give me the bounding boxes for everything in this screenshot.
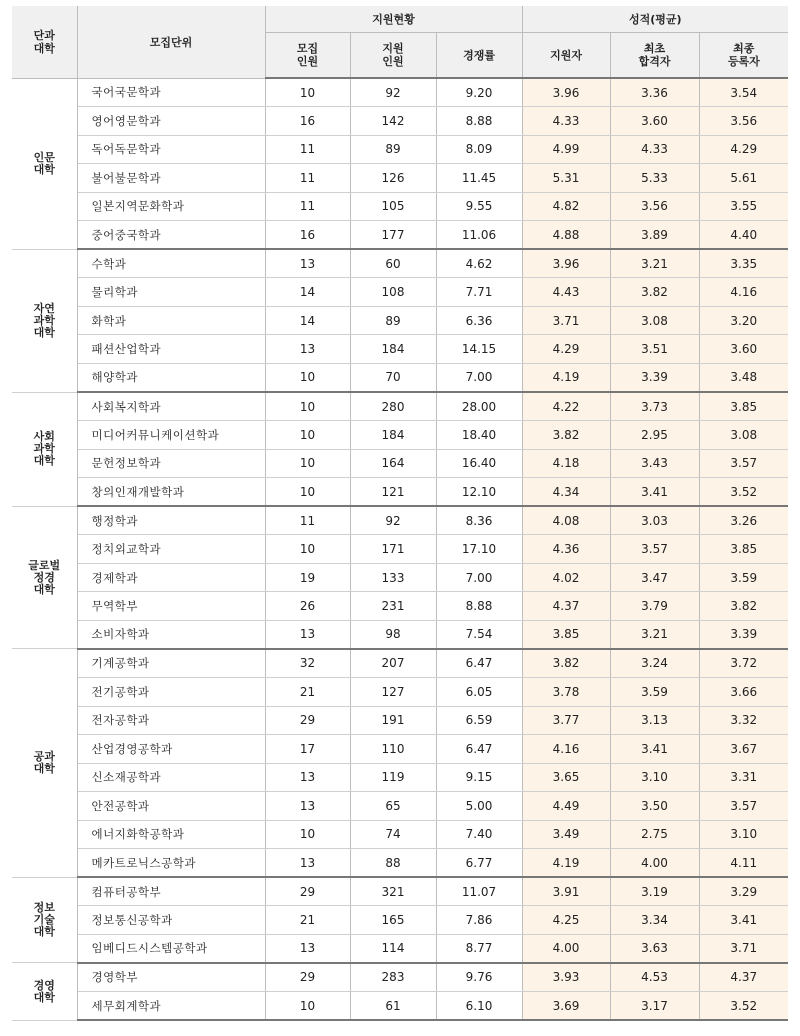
table-row [12,934,788,963]
applied-cell: 92 [350,506,436,535]
college-name: 경영 대학 [12,963,77,1020]
final-enrolled-cell: 3.60 [699,335,788,364]
ratio-cell: 6.05 [436,677,522,706]
table-row [12,563,788,592]
department-name: 물리학과 [77,278,265,307]
quota-cell: 32 [265,649,350,678]
applicant-avg-cell: 3.93 [522,963,610,992]
department-name: 경제학과 [77,563,265,592]
table-row [12,620,788,649]
table-row [12,363,788,392]
first-pass-cell: 3.24 [610,649,699,678]
table-header [12,6,788,78]
ratio-cell: 6.47 [436,735,522,764]
applicant-avg-cell: 5.31 [522,164,610,193]
ratio-cell: 8.88 [436,107,522,136]
quota-cell: 14 [265,306,350,335]
quota-cell: 11 [265,192,350,221]
table-row [12,306,788,335]
final-enrolled-cell: 3.85 [699,535,788,564]
quota-cell: 10 [265,392,350,421]
applied-cell: 110 [350,735,436,764]
table-row [12,278,788,307]
first-pass-cell: 3.59 [610,677,699,706]
applicant-avg-cell: 3.77 [522,706,610,735]
department-name: 창의인재개발학과 [77,478,265,507]
first-pass-cell: 3.63 [610,934,699,963]
first-pass-cell: 2.75 [610,820,699,849]
table-row [12,906,788,935]
quota-cell: 26 [265,592,350,621]
table-row [12,392,788,421]
applied-cell: 184 [350,335,436,364]
table-body [12,78,788,1020]
final-enrolled-cell: 5.61 [699,164,788,193]
department-name: 수학과 [77,249,265,278]
ratio-cell: 6.77 [436,849,522,878]
final-enrolled-cell: 3.57 [699,792,788,821]
table-row [12,249,788,278]
applicant-avg-cell: 3.82 [522,421,610,450]
table-row [12,992,788,1021]
final-enrolled-cell: 3.31 [699,763,788,792]
first-pass-cell: 4.53 [610,963,699,992]
final-enrolled-cell: 3.32 [699,706,788,735]
quota-cell: 13 [265,792,350,821]
department-name: 일본지역문화학과 [77,192,265,221]
applied-cell: 231 [350,592,436,621]
ratio-cell: 8.77 [436,934,522,963]
quota-cell: 10 [265,421,350,450]
college-name: 인문 대학 [12,78,77,249]
applicant-avg-cell: 3.71 [522,306,610,335]
header-quota: 모집 인원 [265,33,350,79]
final-enrolled-cell: 3.41 [699,906,788,935]
department-name: 문헌정보학과 [77,449,265,478]
quota-cell: 11 [265,135,350,164]
final-enrolled-cell: 3.59 [699,563,788,592]
department-name: 무역학부 [77,592,265,621]
applicant-avg-cell: 3.69 [522,992,610,1021]
final-enrolled-cell: 3.26 [699,506,788,535]
ratio-cell: 6.36 [436,306,522,335]
applied-cell: 98 [350,620,436,649]
final-enrolled-cell: 3.39 [699,620,788,649]
table-row [12,478,788,507]
quota-cell: 10 [265,820,350,849]
table-row [12,135,788,164]
applied-cell: 74 [350,820,436,849]
college-name: 글로벌 정경 대학 [12,506,77,649]
first-pass-cell: 3.57 [610,535,699,564]
final-enrolled-cell: 3.82 [699,592,788,621]
table-row [12,677,788,706]
applied-cell: 207 [350,649,436,678]
department-name: 컴퓨터공학부 [77,877,265,906]
ratio-cell: 18.40 [436,421,522,450]
ratio-cell: 11.07 [436,877,522,906]
final-enrolled-cell: 4.37 [699,963,788,992]
department-name: 세무회계학과 [77,992,265,1021]
applicant-avg-cell: 4.16 [522,735,610,764]
applicant-avg-cell: 4.99 [522,135,610,164]
quota-cell: 29 [265,877,350,906]
department-name: 신소재공학과 [77,763,265,792]
ratio-cell: 8.09 [436,135,522,164]
ratio-cell: 7.54 [436,620,522,649]
table-row [12,792,788,821]
table-row [12,221,788,250]
table-row [12,421,788,450]
header-applied: 지원 인원 [350,33,436,79]
ratio-cell: 7.71 [436,278,522,307]
department-name: 에너지화학공학과 [77,820,265,849]
applied-cell: 105 [350,192,436,221]
applicant-avg-cell: 3.96 [522,249,610,278]
applicant-avg-cell: 4.49 [522,792,610,821]
applied-cell: 164 [350,449,436,478]
quota-cell: 29 [265,963,350,992]
table-row [12,506,788,535]
final-enrolled-cell: 3.72 [699,649,788,678]
final-enrolled-cell: 4.16 [699,278,788,307]
ratio-cell: 7.00 [436,363,522,392]
quota-cell: 16 [265,107,350,136]
applicant-avg-cell: 4.43 [522,278,610,307]
admission-results-table [12,6,788,1021]
department-name: 국어국문학과 [77,78,265,107]
department-name: 전자공학과 [77,706,265,735]
applicant-avg-cell: 4.36 [522,535,610,564]
header-grades-group: 성적(평균) [522,6,788,33]
quota-cell: 14 [265,278,350,307]
quota-cell: 11 [265,506,350,535]
applied-cell: 184 [350,421,436,450]
ratio-cell: 6.59 [436,706,522,735]
first-pass-cell: 4.33 [610,135,699,164]
ratio-cell: 12.10 [436,478,522,507]
final-enrolled-cell: 4.11 [699,849,788,878]
first-pass-cell: 3.56 [610,192,699,221]
final-enrolled-cell: 3.66 [699,677,788,706]
department-name: 경영학부 [77,963,265,992]
ratio-cell: 14.15 [436,335,522,364]
quota-cell: 19 [265,563,350,592]
quota-cell: 13 [265,620,350,649]
first-pass-cell: 3.43 [610,449,699,478]
first-pass-cell: 3.17 [610,992,699,1021]
first-pass-cell: 3.10 [610,763,699,792]
college-name: 공과 대학 [12,649,77,877]
applied-cell: 61 [350,992,436,1021]
final-enrolled-cell: 3.67 [699,735,788,764]
table-row [12,877,788,906]
applicant-avg-cell: 3.82 [522,649,610,678]
applied-cell: 283 [350,963,436,992]
table-row [12,649,788,678]
applied-cell: 171 [350,535,436,564]
applicant-avg-cell: 4.02 [522,563,610,592]
final-enrolled-cell: 3.08 [699,421,788,450]
ratio-cell: 9.76 [436,963,522,992]
applied-cell: 165 [350,906,436,935]
ratio-cell: 17.10 [436,535,522,564]
applicant-avg-cell: 4.37 [522,592,610,621]
final-enrolled-cell: 3.20 [699,306,788,335]
header-ratio: 경쟁률 [436,33,522,79]
table-row [12,164,788,193]
applied-cell: 321 [350,877,436,906]
applicant-avg-cell: 3.91 [522,877,610,906]
ratio-cell: 9.15 [436,763,522,792]
final-enrolled-cell: 3.57 [699,449,788,478]
applied-cell: 191 [350,706,436,735]
department-name: 정치외교학과 [77,535,265,564]
final-enrolled-cell: 3.71 [699,934,788,963]
header-applicant-avg: 지원자 [522,33,610,79]
first-pass-cell: 3.73 [610,392,699,421]
quota-cell: 16 [265,221,350,250]
table-row [12,963,788,992]
final-enrolled-cell: 3.35 [699,249,788,278]
applicant-avg-cell: 4.08 [522,506,610,535]
applicant-avg-cell: 4.82 [522,192,610,221]
quota-cell: 10 [265,992,350,1021]
ratio-cell: 28.00 [436,392,522,421]
first-pass-cell: 3.21 [610,249,699,278]
table-row [12,192,788,221]
ratio-cell: 4.62 [436,249,522,278]
quota-cell: 10 [265,535,350,564]
department-name: 미디어커뮤니케이션학과 [77,421,265,450]
applied-cell: 60 [350,249,436,278]
table-row [12,820,788,849]
applicant-avg-cell: 4.18 [522,449,610,478]
header-final-enrolled: 최종 등록자 [699,33,788,79]
applied-cell: 70 [350,363,436,392]
table-row [12,107,788,136]
table-row [12,335,788,364]
final-enrolled-cell: 4.40 [699,221,788,250]
final-enrolled-cell: 4.29 [699,135,788,164]
applied-cell: 114 [350,934,436,963]
ratio-cell: 7.40 [436,820,522,849]
applied-cell: 65 [350,792,436,821]
applied-cell: 119 [350,763,436,792]
quota-cell: 29 [265,706,350,735]
first-pass-cell: 3.50 [610,792,699,821]
department-name: 독어독문학과 [77,135,265,164]
first-pass-cell: 3.41 [610,735,699,764]
department-name: 정보통신공학과 [77,906,265,935]
applicant-avg-cell: 3.85 [522,620,610,649]
header-first-pass: 최초 합격자 [610,33,699,79]
department-name: 영어영문학과 [77,107,265,136]
applicant-avg-cell: 3.96 [522,78,610,107]
final-enrolled-cell: 3.54 [699,78,788,107]
applied-cell: 92 [350,78,436,107]
quota-cell: 13 [265,934,350,963]
first-pass-cell: 3.03 [610,506,699,535]
first-pass-cell: 3.36 [610,78,699,107]
applicant-avg-cell: 3.49 [522,820,610,849]
quota-cell: 17 [265,735,350,764]
applicant-avg-cell: 4.19 [522,849,610,878]
applicant-avg-cell: 4.22 [522,392,610,421]
first-pass-cell: 3.19 [610,877,699,906]
department-name: 전기공학과 [77,677,265,706]
header-applicants-group: 지원현황 [265,6,522,33]
applied-cell: 142 [350,107,436,136]
applicant-avg-cell: 4.25 [522,906,610,935]
table-row [12,592,788,621]
final-enrolled-cell: 3.10 [699,820,788,849]
table-row [12,78,788,107]
department-name: 메카트로닉스공학과 [77,849,265,878]
final-enrolled-cell: 3.52 [699,478,788,507]
quota-cell: 21 [265,906,350,935]
quota-cell: 11 [265,164,350,193]
ratio-cell: 11.45 [436,164,522,193]
department-name: 안전공학과 [77,792,265,821]
college-name: 자연 과학 대학 [12,249,77,392]
applied-cell: 89 [350,306,436,335]
quota-cell: 10 [265,449,350,478]
quota-cell: 13 [265,849,350,878]
first-pass-cell: 3.51 [610,335,699,364]
first-pass-cell: 3.60 [610,107,699,136]
department-name: 해양학과 [77,363,265,392]
ratio-cell: 9.20 [436,78,522,107]
first-pass-cell: 4.00 [610,849,699,878]
table-row [12,849,788,878]
final-enrolled-cell: 3.48 [699,363,788,392]
ratio-cell: 9.55 [436,192,522,221]
department-name: 기계공학과 [77,649,265,678]
ratio-cell: 7.86 [436,906,522,935]
applicant-avg-cell: 4.33 [522,107,610,136]
applicant-avg-cell: 3.78 [522,677,610,706]
first-pass-cell: 2.95 [610,421,699,450]
department-name: 패션산업학과 [77,335,265,364]
applied-cell: 127 [350,677,436,706]
ratio-cell: 11.06 [436,221,522,250]
applicant-avg-cell: 3.65 [522,763,610,792]
applicant-avg-cell: 4.88 [522,221,610,250]
department-name: 임베디드시스템공학과 [77,934,265,963]
table-row [12,449,788,478]
college-name: 사회 과학 대학 [12,392,77,506]
header-unit: 모집단위 [77,6,265,78]
final-enrolled-cell: 3.56 [699,107,788,136]
department-name: 불어불문학과 [77,164,265,193]
final-enrolled-cell: 3.85 [699,392,788,421]
applicant-avg-cell: 4.19 [522,363,610,392]
ratio-cell: 5.00 [436,792,522,821]
final-enrolled-cell: 3.52 [699,992,788,1021]
applied-cell: 88 [350,849,436,878]
first-pass-cell: 3.79 [610,592,699,621]
quota-cell: 10 [265,78,350,107]
college-name: 정보 기술 대학 [12,877,77,963]
table-row [12,735,788,764]
first-pass-cell: 3.89 [610,221,699,250]
ratio-cell: 6.47 [436,649,522,678]
ratio-cell: 8.88 [436,592,522,621]
quota-cell: 10 [265,478,350,507]
quota-cell: 13 [265,249,350,278]
department-name: 산업경영공학과 [77,735,265,764]
applicant-avg-cell: 4.29 [522,335,610,364]
first-pass-cell: 5.33 [610,164,699,193]
first-pass-cell: 3.39 [610,363,699,392]
quota-cell: 13 [265,763,350,792]
applied-cell: 108 [350,278,436,307]
department-name: 소비자학과 [77,620,265,649]
department-name: 화학과 [77,306,265,335]
quota-cell: 21 [265,677,350,706]
applied-cell: 126 [350,164,436,193]
table-row [12,706,788,735]
applied-cell: 133 [350,563,436,592]
first-pass-cell: 3.08 [610,306,699,335]
first-pass-cell: 3.13 [610,706,699,735]
first-pass-cell: 3.82 [610,278,699,307]
first-pass-cell: 3.34 [610,906,699,935]
quota-cell: 13 [265,335,350,364]
ratio-cell: 8.36 [436,506,522,535]
department-name: 사회복지학과 [77,392,265,421]
ratio-cell: 7.00 [436,563,522,592]
applicant-avg-cell: 4.00 [522,934,610,963]
header-college: 단과 대학 [12,6,77,78]
first-pass-cell: 3.41 [610,478,699,507]
applicant-avg-cell: 4.34 [522,478,610,507]
applied-cell: 280 [350,392,436,421]
applied-cell: 89 [350,135,436,164]
department-name: 행정학과 [77,506,265,535]
ratio-cell: 16.40 [436,449,522,478]
table-row [12,535,788,564]
first-pass-cell: 3.47 [610,563,699,592]
applied-cell: 177 [350,221,436,250]
applied-cell: 121 [350,478,436,507]
final-enrolled-cell: 3.55 [699,192,788,221]
first-pass-cell: 3.21 [610,620,699,649]
department-name: 중어중국학과 [77,221,265,250]
final-enrolled-cell: 3.29 [699,877,788,906]
quota-cell: 10 [265,363,350,392]
ratio-cell: 6.10 [436,992,522,1021]
table-row [12,763,788,792]
